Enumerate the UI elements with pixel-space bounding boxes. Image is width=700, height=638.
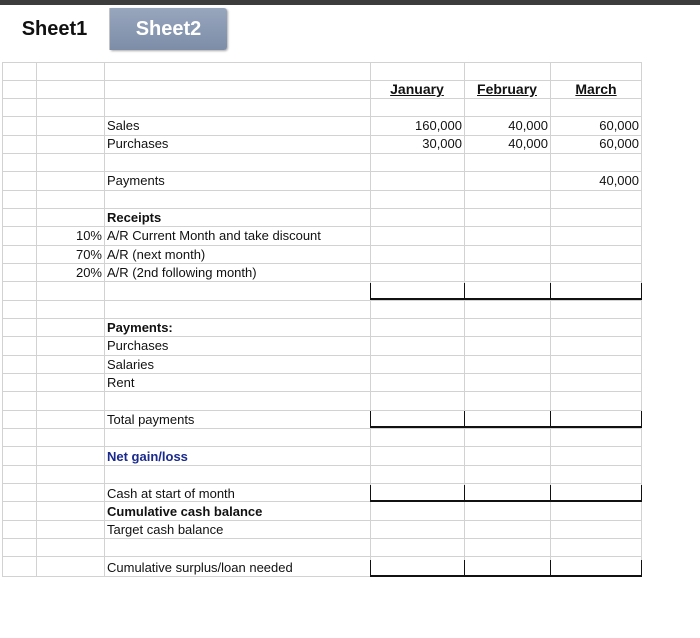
cell-payments-march[interactable]: 40,000 [599, 173, 639, 188]
row-label-total-payments: Total payments [107, 412, 195, 427]
pct-ar-2nd[interactable]: 20% [75, 265, 102, 280]
input-cash-start-january[interactable] [370, 485, 465, 502]
row-label-sales: Sales [107, 118, 140, 133]
input-receipts-total-march[interactable] [550, 283, 642, 300]
row-label-purchases: Purchases [107, 136, 169, 151]
cell-sales-january[interactable]: 160,000 [415, 118, 462, 133]
input-receipts-total-january[interactable] [370, 283, 465, 300]
input-cash-start-february[interactable] [464, 485, 551, 502]
input-total-payments-march[interactable] [550, 411, 642, 428]
header-march: March [575, 81, 617, 97]
pct-ar-current[interactable]: 10% [75, 228, 102, 243]
row-label-ar-current: A/R Current Month and take discount [107, 228, 321, 243]
row-label-ar-2nd: A/R (2nd following month) [107, 265, 257, 280]
input-total-payments-january[interactable] [370, 411, 465, 428]
tab-sheet2[interactable]: Sheet2 [110, 8, 227, 50]
row-label-payments: Payments [107, 173, 165, 188]
pct-ar-next[interactable]: 70% [75, 247, 102, 262]
header-january: January [390, 81, 444, 97]
input-cumulative-surplus-march[interactable] [550, 560, 642, 577]
row-label-cash-start: Cash at start of month [107, 486, 235, 501]
input-cumulative-surplus-february[interactable] [464, 560, 551, 577]
top-bar [0, 0, 700, 5]
cell-purchases-march[interactable]: 60,000 [599, 136, 639, 151]
row-label-pay-rent: Rent [107, 375, 135, 390]
row-label-receipts: Receipts [107, 210, 162, 225]
input-total-payments-february[interactable] [464, 411, 551, 428]
input-cumulative-surplus-january[interactable] [370, 560, 465, 577]
tab-sheet1[interactable]: Sheet1 [0, 8, 110, 50]
row-label-net-gain-loss: Net gain/loss [107, 449, 188, 464]
cell-purchases-january[interactable]: 30,000 [422, 136, 462, 151]
row-label-ar-next: A/R (next month) [107, 247, 206, 262]
row-label-pay-purchases: Purchases [107, 338, 169, 353]
header-february: February [477, 81, 537, 97]
input-cash-start-march[interactable] [550, 485, 642, 502]
row-label-pay-salaries: Salaries [107, 357, 154, 372]
row-label-payments-header: Payments: [107, 320, 173, 335]
row-label-cumulative-surplus: Cumulative surplus/loan needed [107, 560, 293, 575]
cell-purchases-february[interactable]: 40,000 [508, 136, 548, 151]
cell-sales-february[interactable]: 40,000 [508, 118, 548, 133]
row-label-cumulative-cash: Cumulative cash balance [107, 504, 263, 519]
input-receipts-total-february[interactable] [464, 283, 551, 300]
row-label-target-cash: Target cash balance [107, 522, 224, 537]
cell-sales-march[interactable]: 60,000 [599, 118, 639, 133]
